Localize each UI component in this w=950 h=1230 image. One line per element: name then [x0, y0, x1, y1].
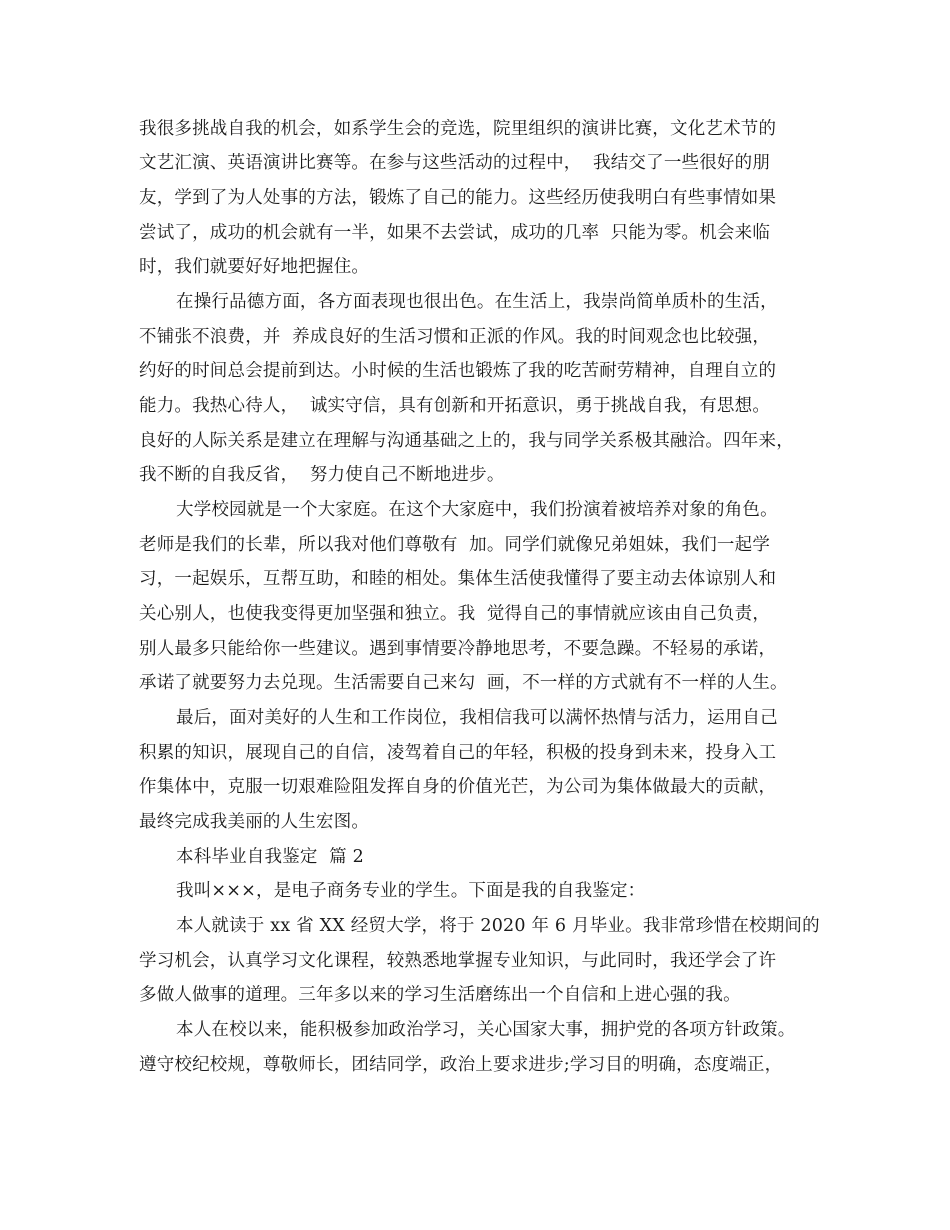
text-line: 老师是我们的长辈，所以我对他们尊敬有 加。同学们就像兄弟姐妹，我们一起学: [139, 535, 771, 555]
text-line: 最终完成我美丽的人生宏图。: [139, 812, 370, 832]
text-line: 能力。我热心待人， 诚实守信，具有创新和开拓意识，勇于挑战自我，有思想。: [139, 396, 771, 416]
paragraph-start-line: 在操行品德方面，各方面表现也很出色。在生活上，我崇尚简单质朴的生活，: [176, 292, 778, 312]
text-line: 约好的时间总会提前到达。小时候的生活也锻炼了我的吃苦耐劳精神，自理自立的: [139, 361, 777, 381]
text-line: 别人最多只能给你一些建议。遇到事情要冷静地思考，不要急躁。不轻易的承诺，: [139, 639, 777, 659]
text-line: 良好的人际关系是建立在理解与沟通基础之上的，我与同学关系极其融洽。四年来，: [139, 431, 794, 451]
text-line: 时，我们就要好好地把握住。: [139, 257, 370, 277]
text-line: 文艺汇演、英语演讲比赛等。在参与这些活动的过程中， 我结交了一些很好的朋: [139, 153, 771, 173]
text-line: 遵守校纪校规，尊敬师长，团结同学，政治上要求进步;学习目的明确，态度端正，: [139, 1055, 783, 1075]
paragraph-start-line: 最后，面对美好的人生和工作岗位，我相信我可以满怀热情与活力，运用自己: [176, 708, 778, 728]
text-line: 承诺了就要努力去兑现。生活需要自己来勾 画，不一样的方式就有不一样的人生。: [139, 673, 788, 693]
paragraph-start-line: 我叫×××，是电子商务专业的学生。下面是我的自我鉴定：: [176, 881, 646, 901]
text-line: 我不断的自我反省， 努力使自己不断地进步。: [139, 465, 505, 485]
text-line: 不铺张不浪费，并 养成良好的生活习惯和正派的作风。我的时间观念也比较强，: [139, 327, 771, 347]
paragraph-start-line: 本人就读于 xx 省 XX 经贸大学，将于 2020 年 6 月毕业。我非常珍惜在校期间的: [176, 916, 820, 936]
section-heading: 本科毕业自我鉴定 篇 2: [176, 847, 364, 867]
text-line: 我很多挑战自我的机会，如系学生会的竞选，院里组织的演讲比赛，文化艺术节的: [139, 119, 777, 139]
text-line: 关心别人，也使我变得更加坚强和独立。我 觉得自己的事情就应该由自己负责，: [139, 604, 771, 624]
text-line: 尝试了，成功的机会就有一半，如果不去尝试，成功的几率 只能为零。机会来临: [139, 223, 771, 243]
paragraph-start-line: 本人在校以来，能积极参加政治学习，关心国家大事，拥护党的各项方针政策。: [176, 1020, 796, 1040]
text-line: 作集体中，克服一切艰难险阻发挥自身的价值光芒，为公司为集体做最大的贡献，: [139, 777, 777, 797]
text-line: 习，一起娱乐，互帮互助，和睦的相处。集体生活使我懂得了要主动去体谅别人和: [139, 569, 777, 589]
text-line: 学习机会，认真学习文化课程，较熟悉地掌握专业知识，与此同时，我还学会了许: [139, 951, 777, 971]
text-line: 积累的知识，展现自己的自信，凌驾着自己的年轻，积极的投身到未来，投身入工: [139, 743, 777, 763]
text-line: 多做人做事的道理。三年多以来的学习生活磨练出一个自信和上进心强的我。: [139, 985, 741, 1005]
paragraph-start-line: 大学校园就是一个大家庭。在这个大家庭中，我们扮演着被培养对象的角色。: [176, 500, 778, 520]
text-line: 友，学到了为人处事的方法，锻炼了自己的能力。这些经历使我明白有些事情如果: [139, 188, 777, 208]
